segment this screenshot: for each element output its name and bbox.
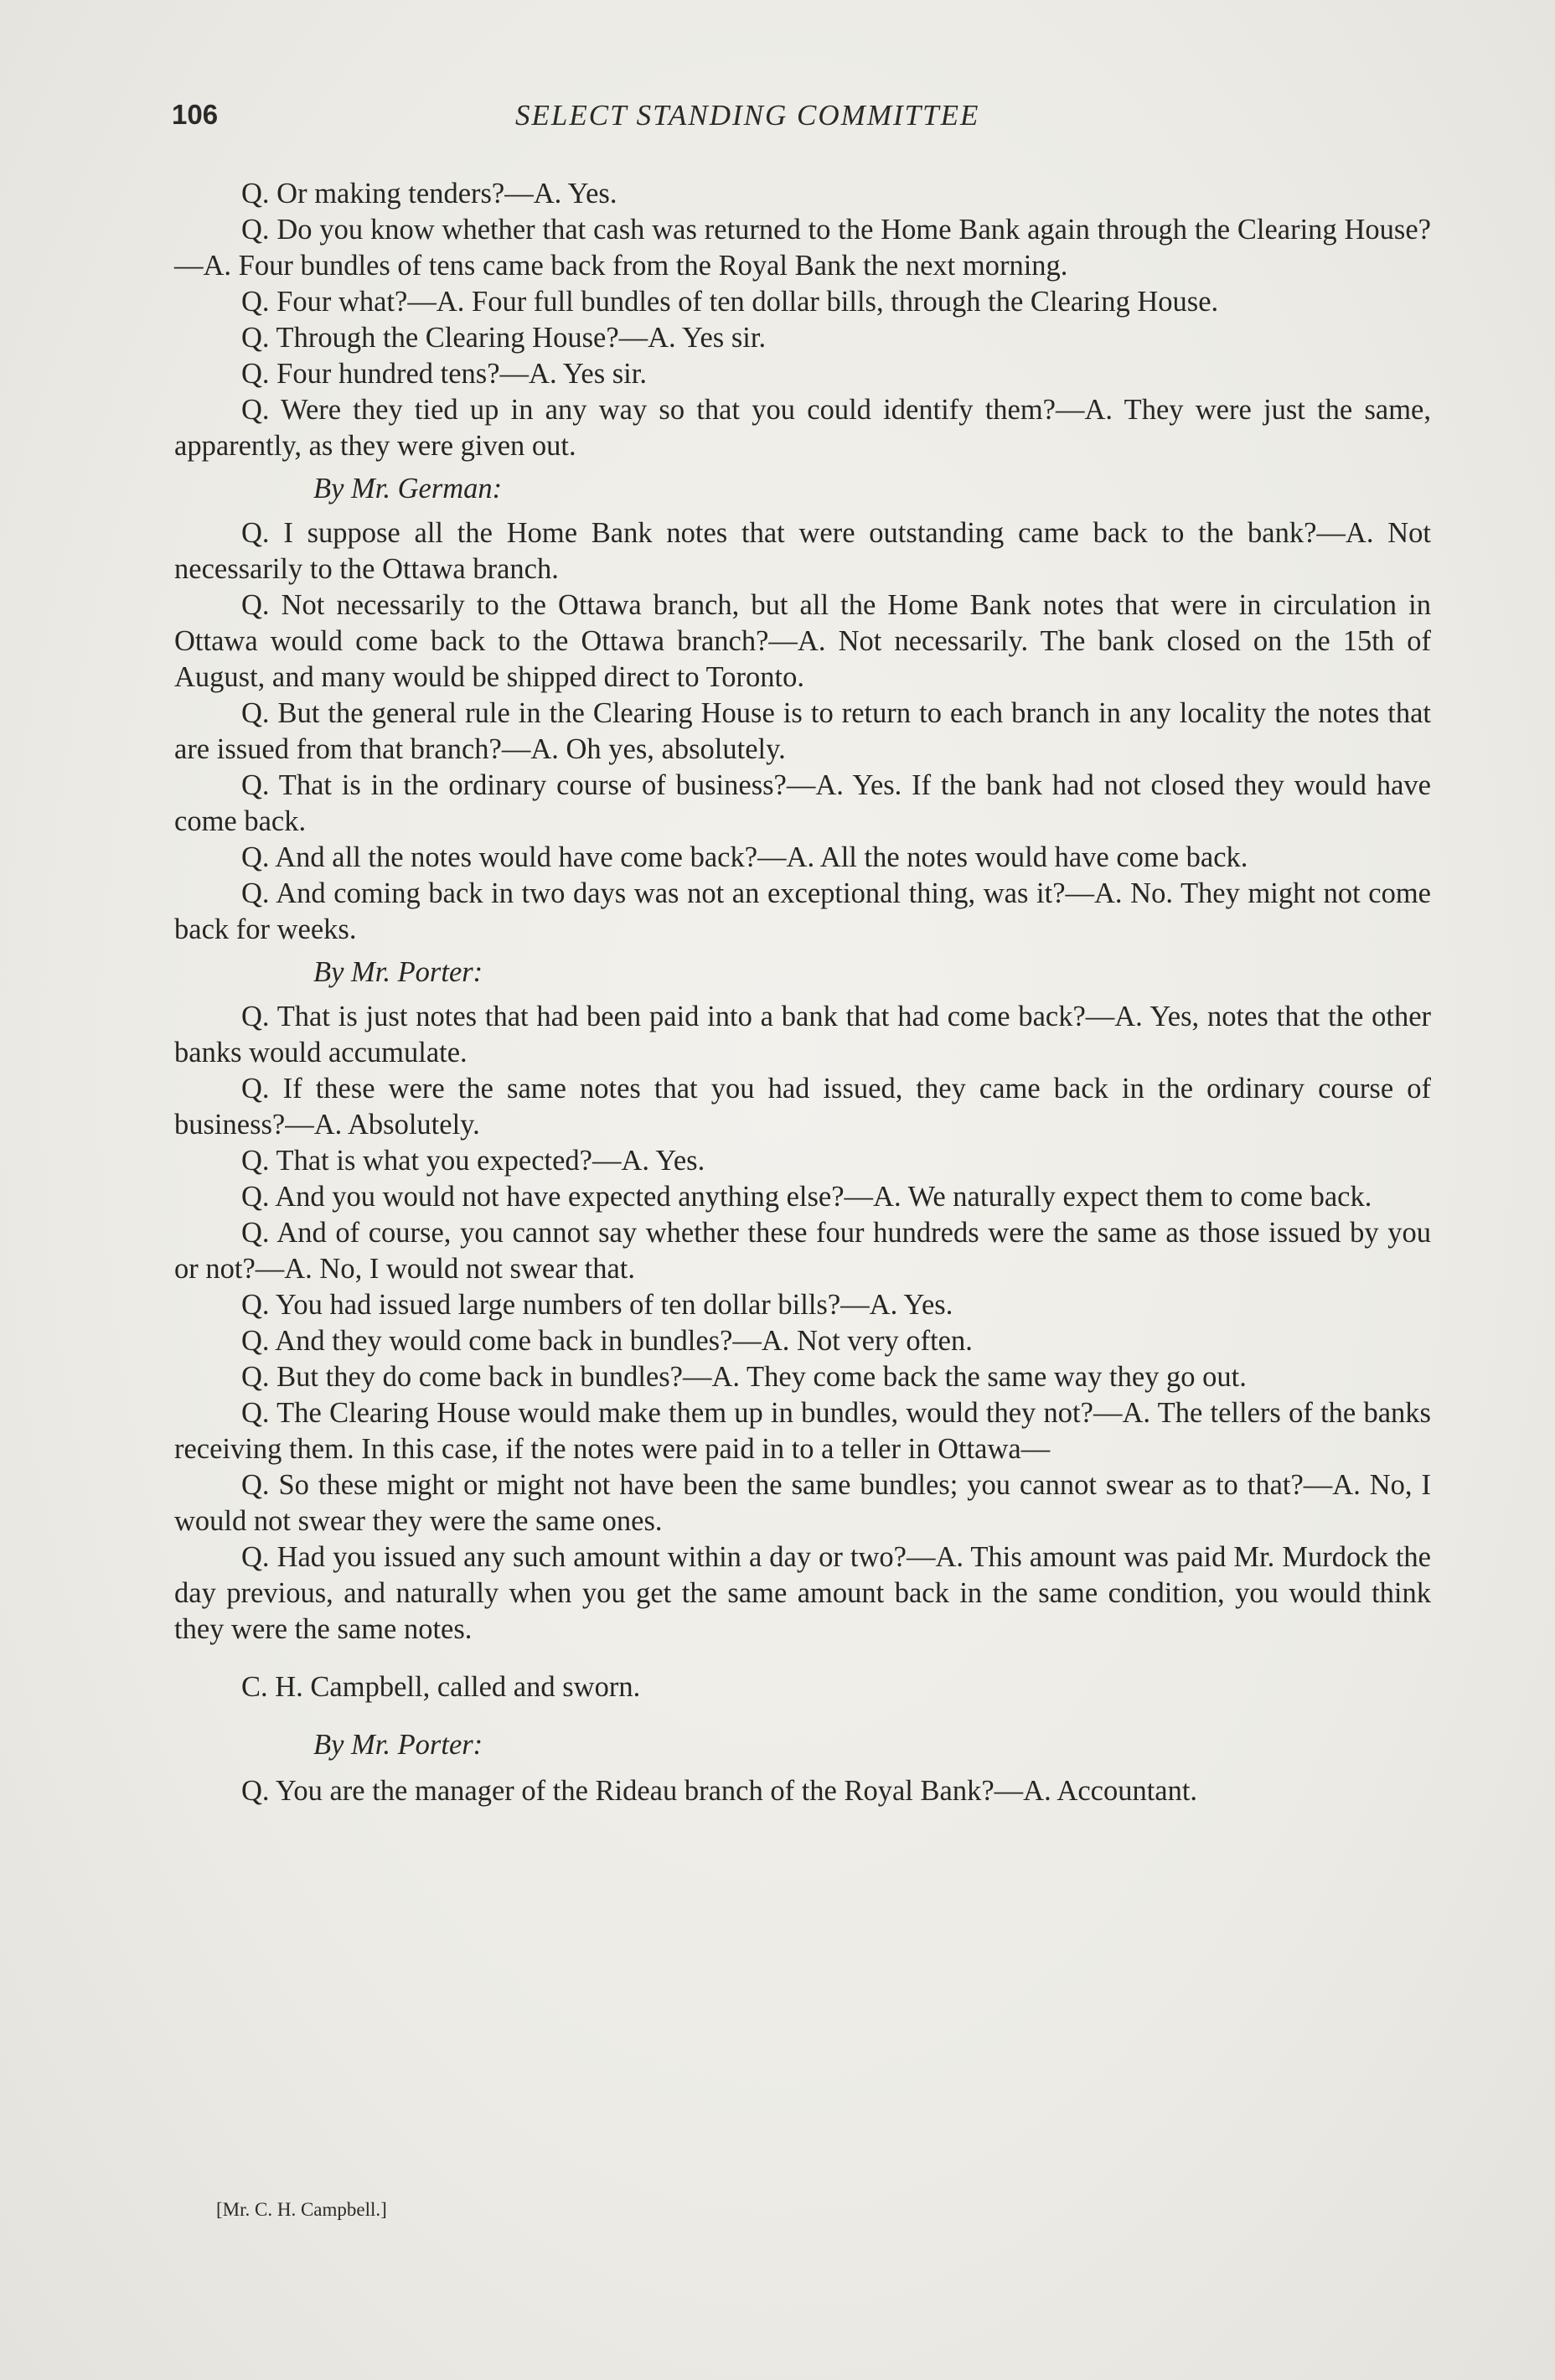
qa-paragraph: Q. Or making tenders?—A. Yes. xyxy=(241,178,617,210)
witness-sworn-line: C. H. Campbell, called and sworn. xyxy=(241,1671,641,1703)
qa-paragraph: Q. And you would not have expected anything else?—A. We naturally expect them to come back. xyxy=(241,1181,1372,1213)
qa-paragraph: Q. If these were the same notes that you had issued, they came back in the ordinary course of business?—A. Absolutely. xyxy=(174,1073,1431,1141)
qa-paragraph: Q. That is in the ordinary course of business?—A. Yes. If the bank had not closed they would have come back. xyxy=(174,769,1431,837)
qa-paragraph: Q. But the general rule in the Clearing House is to return to each branch in any locality the notes that are issued from that branch?—A. Oh yes, absolutely. xyxy=(174,697,1431,765)
testimony-body xyxy=(174,176,1431,1809)
qa-paragraph: Q. That is what you expected?—A. Yes. xyxy=(241,1145,705,1177)
qa-paragraph: Q. That is just notes that had been paid into a bank that had come back?—A. Yes, notes that the other banks would accumulate. xyxy=(174,1001,1431,1068)
qa-paragraph: Q. I suppose all the Home Bank notes that were outstanding came back to the bank?—A. Not necessarily to the Ottawa branch. xyxy=(174,517,1431,585)
page-number: 106 xyxy=(172,99,219,130)
qa-paragraph: Q. Do you know whether that cash was returned to the Home Bank again through the Clearing House?—A. Four bundles of tens came back from the Royal Bank the next morning. xyxy=(174,214,1431,282)
qa-paragraph: Q. And coming back in two days was not an exceptional thing, was it?—A. No. They might not come back for weeks. xyxy=(174,877,1431,945)
qa-paragraph: Q. And all the notes would have come back?—A. All the notes would have come back. xyxy=(241,841,1248,873)
running-head: SELECT STANDING COMMITTEE xyxy=(515,99,980,132)
qa-paragraph: Q. But they do come back in bundles?—A. They come back the same way they go out. xyxy=(241,1361,1247,1393)
qa-paragraph: Q. And they would come back in bundles?—A. Not very often. xyxy=(241,1325,973,1357)
page-footer-witness-note: [Mr. C. H. Campbell.] xyxy=(216,2199,387,2220)
qa-paragraph: Q. Had you issued any such amount within a day or two?—A. This amount was paid Mr. Murdock the day previous, and naturally when you get the same amount back in the same condition, you would think they were the same notes. xyxy=(174,1541,1431,1645)
qa-paragraph: Q. Four hundred tens?—A. Yes sir. xyxy=(241,358,647,390)
qa-paragraph: Q. Through the Clearing House?—A. Yes sir. xyxy=(241,322,767,354)
qa-paragraph: Q. So these might or might not have been the same bundles; you cannot swear as to that?—A. No, I would not swear they were the same ones. xyxy=(174,1469,1431,1537)
qa-paragraph: Q. And of course, you cannot say whether these four hundreds were the same as those issued by you or not?—A. No, I would not swear that. xyxy=(174,1217,1431,1285)
page-header xyxy=(172,99,1428,141)
examiner-heading: By Mr. Porter: xyxy=(313,1729,483,1761)
examiner-heading: By Mr. Porter: xyxy=(313,956,483,988)
qa-paragraph: Q. Were they tied up in any way so that you could identify them?—A. They were just the same, apparently, as they were given out. xyxy=(174,394,1431,462)
examiner-heading: By Mr. German: xyxy=(313,473,503,504)
qa-paragraph: Q. You are the manager of the Rideau branch of the Royal Bank?—A. Accountant. xyxy=(241,1775,1198,1807)
qa-paragraph: Q. The Clearing House would make them up in bundles, would they not?—A. The tellers of the banks receiving them. In this case, if the notes were paid in to a teller in Ottawa— xyxy=(174,1397,1431,1465)
qa-paragraph: Q. Four what?—A. Four full bundles of ten dollar bills, through the Clearing House. xyxy=(241,286,1219,318)
qa-paragraph: Q. Not necessarily to the Ottawa branch, but all the Home Bank notes that were in circulation in Ottawa would come back to the Ottawa branch?—A. Not necessarily. The bank closed on the 15th of August, and many would be shipped direct to Toronto. xyxy=(174,589,1431,693)
qa-paragraph: Q. You had issued large numbers of ten dollar bills?—A. Yes. xyxy=(241,1289,953,1321)
